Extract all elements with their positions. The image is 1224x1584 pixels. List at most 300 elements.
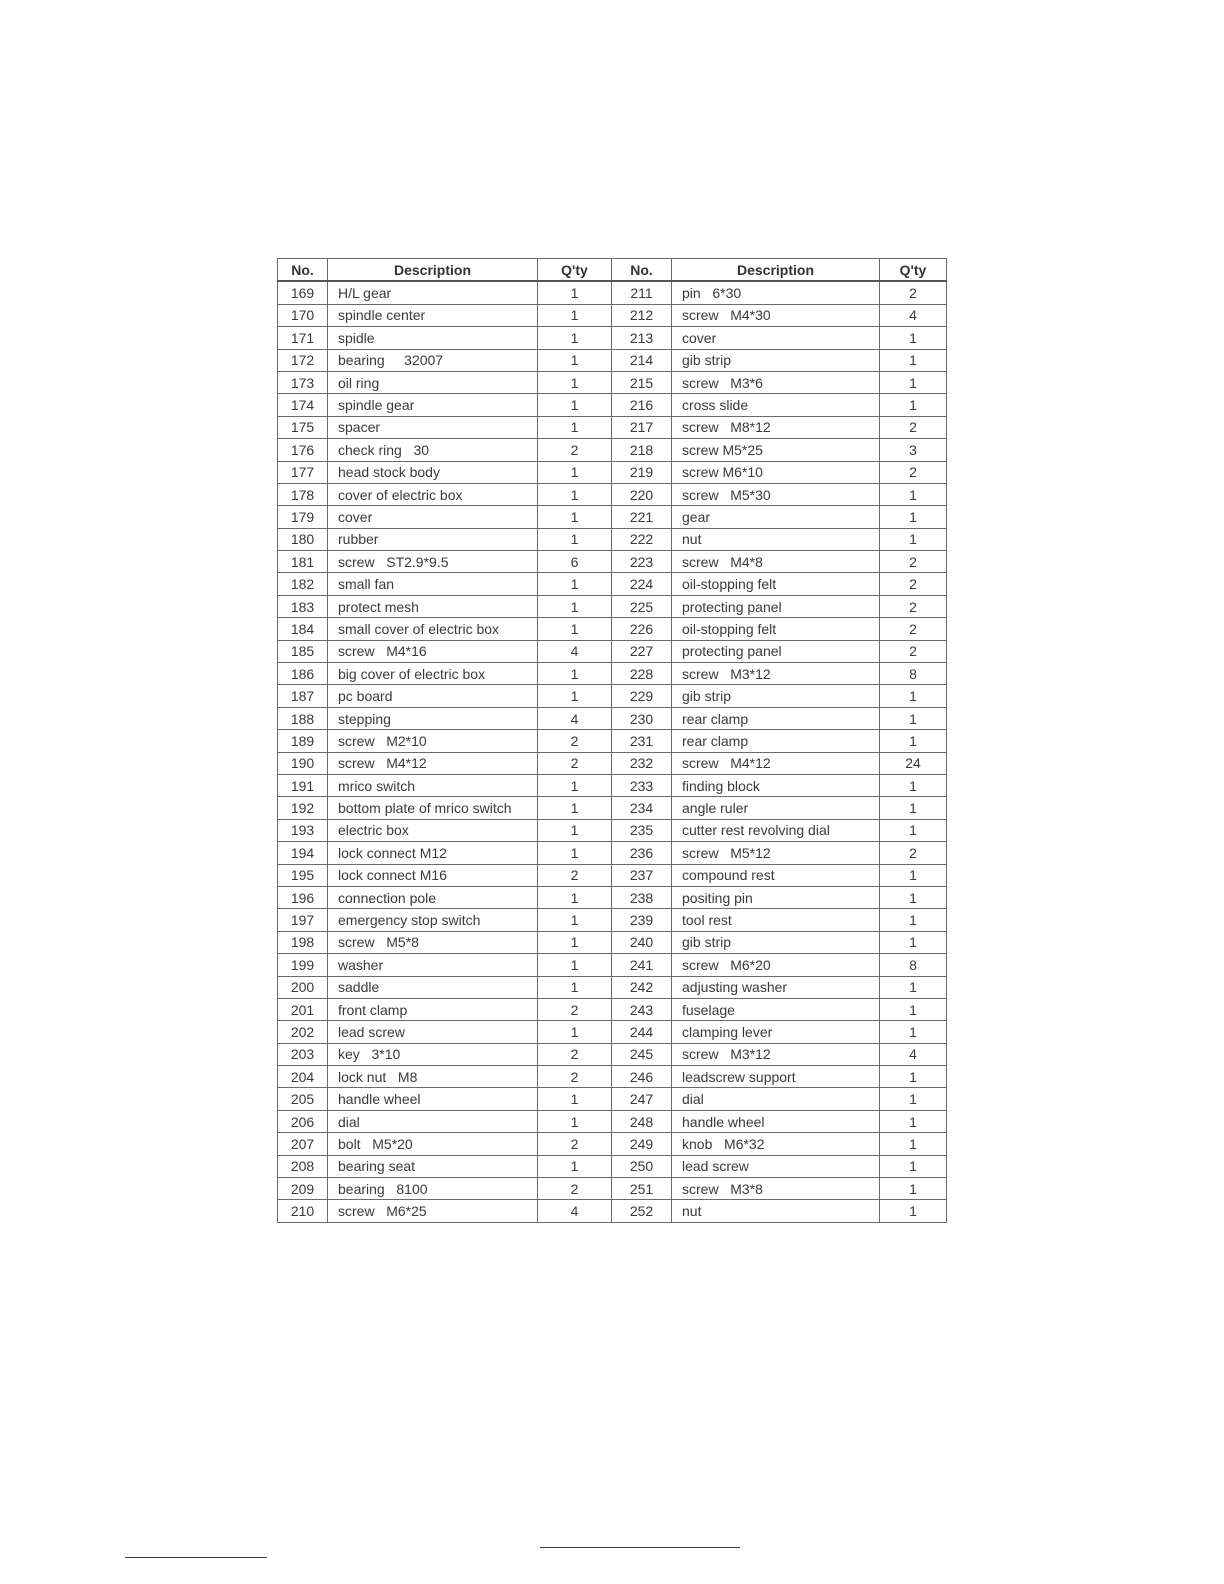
part-number-left: 197 bbox=[278, 909, 328, 931]
part-description-right: leadscrew support bbox=[672, 1066, 880, 1088]
part-qty-left: 2 bbox=[538, 1178, 612, 1200]
part-number-right: 226 bbox=[612, 618, 672, 640]
table-row bbox=[278, 1088, 947, 1110]
part-number-right: 245 bbox=[612, 1043, 672, 1065]
table-row bbox=[278, 640, 947, 662]
part-description-left: bolt M5*20 bbox=[328, 1133, 538, 1155]
part-number-left: 177 bbox=[278, 461, 328, 483]
part-description-left: mrico switch bbox=[328, 774, 538, 796]
table-row bbox=[278, 998, 947, 1020]
part-qty-right: 1 bbox=[880, 1110, 947, 1132]
part-number-right: 234 bbox=[612, 797, 672, 819]
part-qty-left: 4 bbox=[538, 1200, 612, 1222]
part-description-left: screw M6*25 bbox=[328, 1200, 538, 1222]
table-row bbox=[278, 371, 947, 393]
part-number-right: 221 bbox=[612, 506, 672, 528]
part-number-left: 188 bbox=[278, 707, 328, 729]
table-row bbox=[278, 819, 947, 841]
part-qty-left: 1 bbox=[538, 394, 612, 416]
part-qty-right: 1 bbox=[880, 998, 947, 1020]
part-number-left: 182 bbox=[278, 573, 328, 595]
part-description-left: H/L gear bbox=[328, 281, 538, 304]
part-qty-right: 1 bbox=[880, 371, 947, 393]
part-qty-right: 1 bbox=[880, 819, 947, 841]
part-qty-left: 1 bbox=[538, 595, 612, 617]
table-row bbox=[278, 281, 947, 304]
part-description-right: lead screw bbox=[672, 1155, 880, 1177]
part-qty-right: 1 bbox=[880, 864, 947, 886]
part-description-left: pc board bbox=[328, 685, 538, 707]
part-qty-right: 1 bbox=[880, 1066, 947, 1088]
part-description-right: screw M4*30 bbox=[672, 304, 880, 326]
part-qty-left: 1 bbox=[538, 327, 612, 349]
part-qty-left: 2 bbox=[538, 1133, 612, 1155]
part-description-right: rear clamp bbox=[672, 730, 880, 752]
part-description-left: cover bbox=[328, 506, 538, 528]
part-number-right: 233 bbox=[612, 774, 672, 796]
part-qty-left: 1 bbox=[538, 1021, 612, 1043]
part-qty-right: 1 bbox=[880, 707, 947, 729]
part-number-left: 175 bbox=[278, 416, 328, 438]
part-number-left: 200 bbox=[278, 976, 328, 998]
part-qty-right: 2 bbox=[880, 461, 947, 483]
part-description-right: adjusting washer bbox=[672, 976, 880, 998]
part-description-right: gib strip bbox=[672, 349, 880, 371]
table-row bbox=[278, 976, 947, 998]
part-number-right: 230 bbox=[612, 707, 672, 729]
part-qty-right: 8 bbox=[880, 954, 947, 976]
part-number-left: 199 bbox=[278, 954, 328, 976]
part-number-right: 242 bbox=[612, 976, 672, 998]
part-description-right: pin 6*30 bbox=[672, 281, 880, 304]
part-description-left: screw M2*10 bbox=[328, 730, 538, 752]
part-description-right: screw M5*25 bbox=[672, 439, 880, 461]
part-qty-left: 1 bbox=[538, 819, 612, 841]
table-row bbox=[278, 1066, 947, 1088]
part-description-right: finding block bbox=[672, 774, 880, 796]
part-number-right: 214 bbox=[612, 349, 672, 371]
part-description-right: screw M5*12 bbox=[672, 842, 880, 864]
part-number-right: 224 bbox=[612, 573, 672, 595]
table-row bbox=[278, 707, 947, 729]
table-row bbox=[278, 439, 947, 461]
part-description-right: oil-stopping felt bbox=[672, 618, 880, 640]
part-description-right: screw M3*6 bbox=[672, 371, 880, 393]
part-description-left: screw ST2.9*9.5 bbox=[328, 551, 538, 573]
part-description-left: spidle bbox=[328, 327, 538, 349]
part-qty-left: 1 bbox=[538, 685, 612, 707]
part-description-left: spacer bbox=[328, 416, 538, 438]
part-description-left: emergency stop switch bbox=[328, 909, 538, 931]
part-qty-right: 1 bbox=[880, 797, 947, 819]
part-number-right: 247 bbox=[612, 1088, 672, 1110]
part-qty-left: 1 bbox=[538, 976, 612, 998]
part-qty-right: 1 bbox=[880, 349, 947, 371]
part-qty-right: 1 bbox=[880, 1155, 947, 1177]
table-row bbox=[278, 1021, 947, 1043]
part-number-right: 238 bbox=[612, 886, 672, 908]
part-number-left: 173 bbox=[278, 371, 328, 393]
part-description-left: small fan bbox=[328, 573, 538, 595]
part-number-left: 181 bbox=[278, 551, 328, 573]
part-number-left: 190 bbox=[278, 752, 328, 774]
part-qty-right: 1 bbox=[880, 1133, 947, 1155]
part-description-left: big cover of electric box bbox=[328, 663, 538, 685]
table-body bbox=[278, 281, 947, 1222]
part-description-left: lock connect M16 bbox=[328, 864, 538, 886]
part-number-right: 252 bbox=[612, 1200, 672, 1222]
part-description-right: angle ruler bbox=[672, 797, 880, 819]
part-qty-right: 1 bbox=[880, 774, 947, 796]
part-description-left: stepping bbox=[328, 707, 538, 729]
part-number-left: 202 bbox=[278, 1021, 328, 1043]
part-qty-left: 2 bbox=[538, 439, 612, 461]
part-number-right: 246 bbox=[612, 1066, 672, 1088]
part-description-right: gib strip bbox=[672, 685, 880, 707]
part-number-left: 186 bbox=[278, 663, 328, 685]
part-description-right: oil-stopping felt bbox=[672, 573, 880, 595]
table-row bbox=[278, 1133, 947, 1155]
part-description-right: screw M6*20 bbox=[672, 954, 880, 976]
part-number-right: 231 bbox=[612, 730, 672, 752]
part-number-left: 184 bbox=[278, 618, 328, 640]
part-number-left: 183 bbox=[278, 595, 328, 617]
part-number-left: 185 bbox=[278, 640, 328, 662]
table-row bbox=[278, 752, 947, 774]
part-number-right: 211 bbox=[612, 281, 672, 304]
part-qty-right: 1 bbox=[880, 976, 947, 998]
footer-link-underline-left[interactable] bbox=[125, 1557, 267, 1558]
part-description-right: tool rest bbox=[672, 909, 880, 931]
part-number-right: 240 bbox=[612, 931, 672, 953]
part-qty-left: 1 bbox=[538, 573, 612, 595]
part-number-left: 210 bbox=[278, 1200, 328, 1222]
part-qty-left: 1 bbox=[538, 909, 612, 931]
part-qty-right: 1 bbox=[880, 394, 947, 416]
part-qty-right: 1 bbox=[880, 1200, 947, 1222]
header-no-right: No. bbox=[612, 259, 672, 282]
part-qty-right: 2 bbox=[880, 618, 947, 640]
part-number-left: 180 bbox=[278, 528, 328, 550]
table-row bbox=[278, 1110, 947, 1132]
part-qty-left: 2 bbox=[538, 730, 612, 752]
part-description-right: screw M6*10 bbox=[672, 461, 880, 483]
part-qty-right: 1 bbox=[880, 506, 947, 528]
part-number-right: 244 bbox=[612, 1021, 672, 1043]
table-row bbox=[278, 1043, 947, 1065]
part-description-left: screw M5*8 bbox=[328, 931, 538, 953]
part-qty-left: 1 bbox=[538, 304, 612, 326]
part-qty-right: 2 bbox=[880, 640, 947, 662]
part-qty-left: 2 bbox=[538, 864, 612, 886]
table-row bbox=[278, 774, 947, 796]
part-qty-right: 1 bbox=[880, 886, 947, 908]
part-qty-left: 1 bbox=[538, 954, 612, 976]
part-description-left: spindle center bbox=[328, 304, 538, 326]
header-qty-right: Q'ty bbox=[880, 259, 947, 282]
part-number-right: 239 bbox=[612, 909, 672, 931]
part-description-left: front clamp bbox=[328, 998, 538, 1020]
part-qty-right: 24 bbox=[880, 752, 947, 774]
part-description-right: compound rest bbox=[672, 864, 880, 886]
part-number-left: 209 bbox=[278, 1178, 328, 1200]
part-description-right: screw M3*12 bbox=[672, 1043, 880, 1065]
part-number-right: 219 bbox=[612, 461, 672, 483]
part-qty-left: 1 bbox=[538, 1155, 612, 1177]
table-row bbox=[278, 842, 947, 864]
part-number-right: 232 bbox=[612, 752, 672, 774]
table-row bbox=[278, 551, 947, 573]
part-description-right: fuselage bbox=[672, 998, 880, 1020]
part-qty-right: 1 bbox=[880, 730, 947, 752]
part-number-right: 217 bbox=[612, 416, 672, 438]
part-qty-left: 1 bbox=[538, 371, 612, 393]
part-number-right: 215 bbox=[612, 371, 672, 393]
part-number-right: 235 bbox=[612, 819, 672, 841]
part-qty-right: 8 bbox=[880, 663, 947, 685]
part-description-right: positing pin bbox=[672, 886, 880, 908]
part-number-left: 195 bbox=[278, 864, 328, 886]
part-description-right: knob M6*32 bbox=[672, 1133, 880, 1155]
part-description-right: screw M4*8 bbox=[672, 551, 880, 573]
part-qty-left: 2 bbox=[538, 752, 612, 774]
part-description-right: nut bbox=[672, 528, 880, 550]
part-description-left: lock nut M8 bbox=[328, 1066, 538, 1088]
part-qty-left: 1 bbox=[538, 663, 612, 685]
part-qty-left: 4 bbox=[538, 707, 612, 729]
part-number-left: 194 bbox=[278, 842, 328, 864]
part-description-right: gib strip bbox=[672, 931, 880, 953]
part-qty-left: 1 bbox=[538, 774, 612, 796]
part-description-left: bearing seat bbox=[328, 1155, 538, 1177]
part-qty-right: 2 bbox=[880, 573, 947, 595]
part-description-right: nut bbox=[672, 1200, 880, 1222]
part-qty-left: 1 bbox=[538, 886, 612, 908]
part-number-right: 223 bbox=[612, 551, 672, 573]
part-qty-left: 2 bbox=[538, 998, 612, 1020]
table-row bbox=[278, 528, 947, 550]
part-number-right: 250 bbox=[612, 1155, 672, 1177]
part-description-right: handle wheel bbox=[672, 1110, 880, 1132]
part-qty-left: 1 bbox=[538, 281, 612, 304]
part-description-right: cover bbox=[672, 327, 880, 349]
part-qty-left: 1 bbox=[538, 349, 612, 371]
table-row bbox=[278, 864, 947, 886]
part-number-right: 225 bbox=[612, 595, 672, 617]
part-qty-left: 1 bbox=[538, 797, 612, 819]
part-description-right: protecting panel bbox=[672, 640, 880, 662]
table-row bbox=[278, 685, 947, 707]
part-qty-right: 4 bbox=[880, 1043, 947, 1065]
table-row bbox=[278, 327, 947, 349]
part-description-left: check ring 30 bbox=[328, 439, 538, 461]
part-qty-right: 2 bbox=[880, 281, 947, 304]
table-row bbox=[278, 483, 947, 505]
part-qty-right: 3 bbox=[880, 439, 947, 461]
part-qty-right: 2 bbox=[880, 842, 947, 864]
part-description-left: washer bbox=[328, 954, 538, 976]
header-qty-left: Q'ty bbox=[538, 259, 612, 282]
part-number-left: 189 bbox=[278, 730, 328, 752]
part-qty-left: 1 bbox=[538, 1088, 612, 1110]
part-number-right: 227 bbox=[612, 640, 672, 662]
table-header-row bbox=[278, 259, 947, 282]
part-description-left: lead screw bbox=[328, 1021, 538, 1043]
part-qty-right: 1 bbox=[880, 528, 947, 550]
part-number-left: 176 bbox=[278, 439, 328, 461]
part-description-left: head stock body bbox=[328, 461, 538, 483]
part-number-left: 187 bbox=[278, 685, 328, 707]
part-description-left: bottom plate of mrico switch bbox=[328, 797, 538, 819]
table-row bbox=[278, 663, 947, 685]
table-row bbox=[278, 909, 947, 931]
part-description-left: small cover of electric box bbox=[328, 618, 538, 640]
part-number-right: 251 bbox=[612, 1178, 672, 1200]
part-qty-left: 1 bbox=[538, 1110, 612, 1132]
part-qty-right: 1 bbox=[880, 1088, 947, 1110]
part-number-left: 207 bbox=[278, 1133, 328, 1155]
table-row bbox=[278, 1155, 947, 1177]
part-description-right: cutter rest revolving dial bbox=[672, 819, 880, 841]
part-number-left: 169 bbox=[278, 281, 328, 304]
part-qty-left: 2 bbox=[538, 1066, 612, 1088]
part-qty-right: 1 bbox=[880, 931, 947, 953]
part-number-right: 220 bbox=[612, 483, 672, 505]
part-qty-left: 2 bbox=[538, 1043, 612, 1065]
part-number-left: 192 bbox=[278, 797, 328, 819]
part-description-right: screw M5*30 bbox=[672, 483, 880, 505]
part-number-left: 201 bbox=[278, 998, 328, 1020]
part-description-left: connection pole bbox=[328, 886, 538, 908]
part-qty-left: 1 bbox=[538, 842, 612, 864]
part-number-right: 243 bbox=[612, 998, 672, 1020]
header-no-left: No. bbox=[278, 259, 328, 282]
table-row bbox=[278, 886, 947, 908]
part-description-left: rubber bbox=[328, 528, 538, 550]
part-qty-right: 4 bbox=[880, 304, 947, 326]
part-description-right: protecting panel bbox=[672, 595, 880, 617]
part-description-left: oil ring bbox=[328, 371, 538, 393]
part-qty-right: 1 bbox=[880, 1021, 947, 1043]
part-number-right: 222 bbox=[612, 528, 672, 550]
table-row bbox=[278, 618, 947, 640]
part-number-right: 241 bbox=[612, 954, 672, 976]
part-qty-right: 2 bbox=[880, 595, 947, 617]
header-description-right: Description bbox=[672, 259, 880, 282]
part-qty-left: 1 bbox=[538, 483, 612, 505]
part-number-left: 171 bbox=[278, 327, 328, 349]
table-row bbox=[278, 416, 947, 438]
part-description-right: screw M8*12 bbox=[672, 416, 880, 438]
table-row bbox=[278, 1200, 947, 1222]
part-number-right: 248 bbox=[612, 1110, 672, 1132]
part-number-left: 198 bbox=[278, 931, 328, 953]
part-description-right: cross slide bbox=[672, 394, 880, 416]
table-row bbox=[278, 506, 947, 528]
header-description-left: Description bbox=[328, 259, 538, 282]
table-row bbox=[278, 1178, 947, 1200]
part-number-left: 179 bbox=[278, 506, 328, 528]
part-qty-right: 1 bbox=[880, 685, 947, 707]
part-qty-left: 1 bbox=[538, 528, 612, 550]
part-number-right: 237 bbox=[612, 864, 672, 886]
table-row bbox=[278, 954, 947, 976]
part-description-right: screw M3*12 bbox=[672, 663, 880, 685]
part-description-left: key 3*10 bbox=[328, 1043, 538, 1065]
part-description-left: cover of electric box bbox=[328, 483, 538, 505]
table-row bbox=[278, 730, 947, 752]
part-description-left: screw M4*12 bbox=[328, 752, 538, 774]
table-row bbox=[278, 349, 947, 371]
part-qty-left: 1 bbox=[538, 618, 612, 640]
part-qty-right: 1 bbox=[880, 909, 947, 931]
part-qty-right: 1 bbox=[880, 483, 947, 505]
part-number-right: 218 bbox=[612, 439, 672, 461]
part-number-left: 193 bbox=[278, 819, 328, 841]
part-number-left: 196 bbox=[278, 886, 328, 908]
part-description-right: screw M4*12 bbox=[672, 752, 880, 774]
part-description-left: spindle gear bbox=[328, 394, 538, 416]
part-number-right: 236 bbox=[612, 842, 672, 864]
part-description-left: bearing 32007 bbox=[328, 349, 538, 371]
part-qty-left: 1 bbox=[538, 416, 612, 438]
part-qty-left: 1 bbox=[538, 506, 612, 528]
part-number-left: 178 bbox=[278, 483, 328, 505]
parts-list-table bbox=[277, 258, 947, 1223]
part-description-left: handle wheel bbox=[328, 1088, 538, 1110]
part-qty-right: 1 bbox=[880, 1178, 947, 1200]
table-row bbox=[278, 461, 947, 483]
part-qty-left: 4 bbox=[538, 640, 612, 662]
part-number-left: 203 bbox=[278, 1043, 328, 1065]
part-number-left: 204 bbox=[278, 1066, 328, 1088]
part-description-right: screw M3*8 bbox=[672, 1178, 880, 1200]
part-description-right: rear clamp bbox=[672, 707, 880, 729]
part-number-right: 216 bbox=[612, 394, 672, 416]
part-number-left: 174 bbox=[278, 394, 328, 416]
part-description-right: dial bbox=[672, 1088, 880, 1110]
part-number-left: 208 bbox=[278, 1155, 328, 1177]
table-row bbox=[278, 931, 947, 953]
part-number-right: 213 bbox=[612, 327, 672, 349]
part-number-right: 212 bbox=[612, 304, 672, 326]
part-description-left: dial bbox=[328, 1110, 538, 1132]
table-row bbox=[278, 797, 947, 819]
part-number-right: 249 bbox=[612, 1133, 672, 1155]
part-number-right: 228 bbox=[612, 663, 672, 685]
table-row bbox=[278, 595, 947, 617]
part-number-left: 170 bbox=[278, 304, 328, 326]
part-description-left: bearing 8100 bbox=[328, 1178, 538, 1200]
part-qty-right: 2 bbox=[880, 551, 947, 573]
part-description-left: protect mesh bbox=[328, 595, 538, 617]
part-description-right: clamping lever bbox=[672, 1021, 880, 1043]
table-row bbox=[278, 304, 947, 326]
part-description-left: saddle bbox=[328, 976, 538, 998]
part-number-left: 205 bbox=[278, 1088, 328, 1110]
part-qty-left: 1 bbox=[538, 461, 612, 483]
part-number-left: 172 bbox=[278, 349, 328, 371]
part-qty-right: 2 bbox=[880, 416, 947, 438]
part-number-right: 229 bbox=[612, 685, 672, 707]
part-number-left: 206 bbox=[278, 1110, 328, 1132]
part-description-left: screw M4*16 bbox=[328, 640, 538, 662]
part-description-left: electric box bbox=[328, 819, 538, 841]
part-description-right: gear bbox=[672, 506, 880, 528]
part-number-left: 191 bbox=[278, 774, 328, 796]
footer-link-underline-center[interactable] bbox=[540, 1547, 740, 1548]
table-row bbox=[278, 394, 947, 416]
